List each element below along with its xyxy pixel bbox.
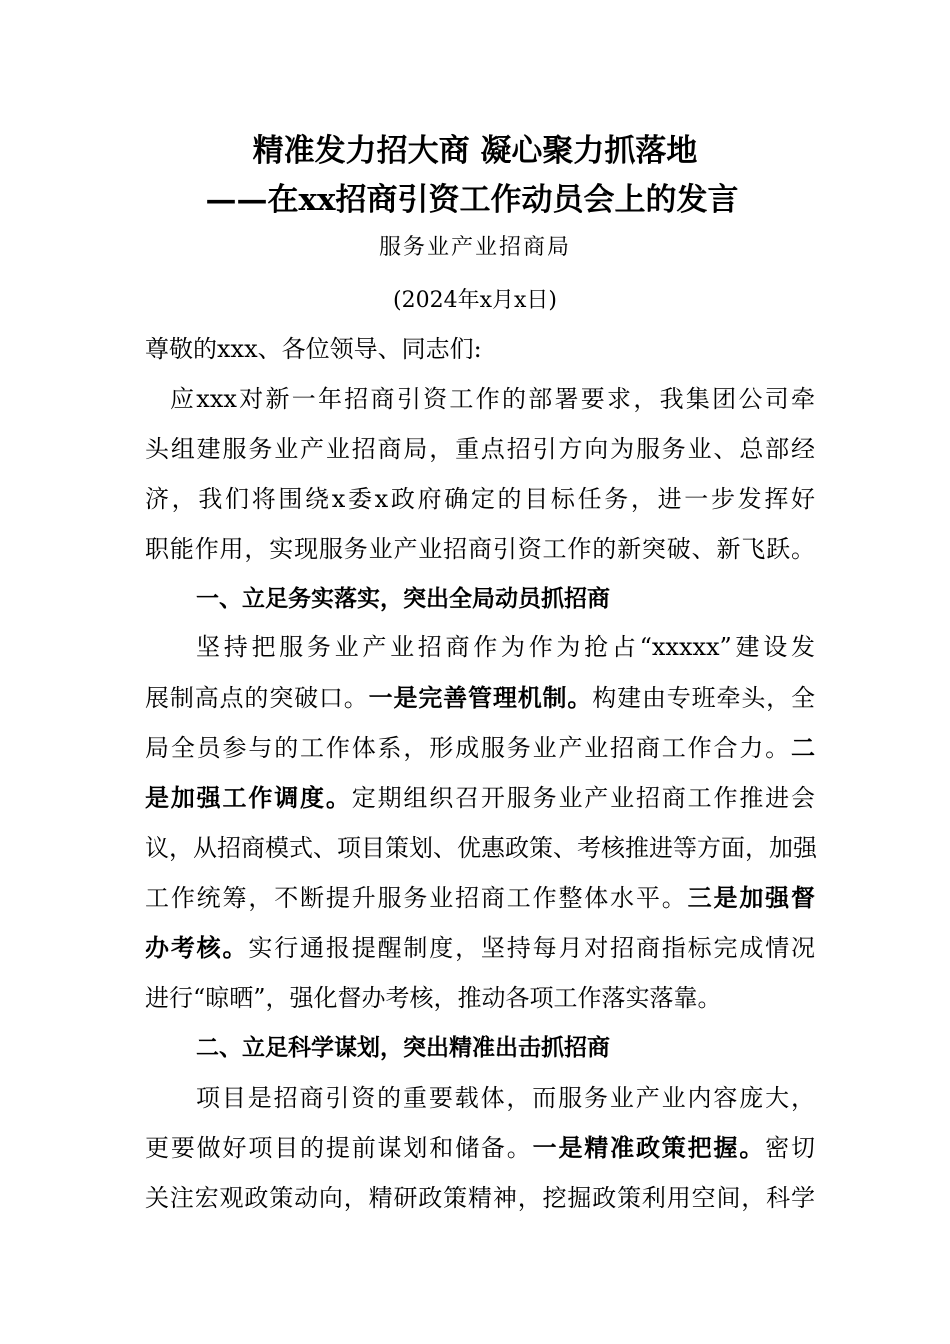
- document-title: 精准发力招大商 凝心聚力抓落地: [252, 133, 698, 169]
- text-run: 展制高点的突破口。: [145, 684, 369, 712]
- bold-phrase: 是加强工作调度。: [145, 784, 352, 812]
- bold-phrase: 一是精准政策把握。: [532, 1134, 766, 1162]
- text-run: 局全员参与的工作体系，形成服务业产业招商工作合力。: [145, 734, 791, 762]
- intro-line: 应xxx对新一年招商引资工作的部署要求，我集团公司牵: [170, 385, 815, 413]
- section-heading: 一、立足务实落实，突出全局动员抓招商: [196, 586, 610, 612]
- text-run: 构建由专班牵头，全: [592, 684, 816, 712]
- document-subtitle: ——在xx招商引资工作动员会上的发言: [205, 182, 739, 218]
- intro-line: 头组建服务业产业招商局，重点招引方向为服务业、总部经: [145, 435, 815, 463]
- department-name: 服务业产业招商局: [378, 235, 571, 260]
- section-heading: 二、立足科学谋划，突出精准出击抓招商: [196, 1035, 610, 1061]
- intro-line: 济，我们将围绕x委x政府确定的目标任务，进一步发挥好: [145, 485, 815, 513]
- paragraph-line: [145, 683, 815, 713]
- paragraph-line: [145, 933, 815, 963]
- bold-phrase: 三是加强督: [687, 884, 816, 912]
- text-run: 工作统筹，不断提升服务业招商工作整体水平。: [145, 884, 688, 912]
- bold-phrase: 办考核。: [145, 934, 249, 962]
- paragraph-line: [145, 1133, 815, 1163]
- paragraph-line: [145, 883, 815, 913]
- bold-phrase: 一是完善管理机制。: [368, 684, 593, 712]
- paragraph-line: [145, 733, 815, 763]
- bold-phrase: 二: [791, 734, 815, 762]
- paragraph-line: 进行“晾晒”，强化督办考核，推动各项工作落实落靠。: [145, 984, 722, 1012]
- text-run: 更要做好项目的提前谋划和储备。: [145, 1134, 533, 1162]
- intro-line: 职能作用，实现服务业产业招商引资工作的新突破、新飞跃。: [145, 535, 815, 563]
- text-run: 实行通报提醒制度，坚持每月对招商指标完成情况: [248, 934, 816, 962]
- text-run: 定期组织召开服务业产业招商工作推进会: [351, 784, 816, 812]
- paragraph-line: 关注宏观政策动向，精研政策精神，挖掘政策利用空间，科学: [145, 1184, 815, 1212]
- text-run: 密切: [765, 1134, 816, 1162]
- paragraph-line: 坚持把服务业产业招商作为作为抢占“xxxxx”建设发: [196, 633, 815, 661]
- paragraph-line: 议，从招商模式、项目策划、优惠政策、考核推进等方面，加强: [145, 834, 817, 862]
- speech-date: (2024年x月x日): [393, 288, 557, 313]
- salutation: 尊敬的xxx、各位领导、同志们:: [145, 335, 482, 363]
- paragraph-line: 项目是招商引资的重要载体，而服务业产业内容庞大，: [196, 1084, 815, 1112]
- paragraph-line: [145, 783, 815, 813]
